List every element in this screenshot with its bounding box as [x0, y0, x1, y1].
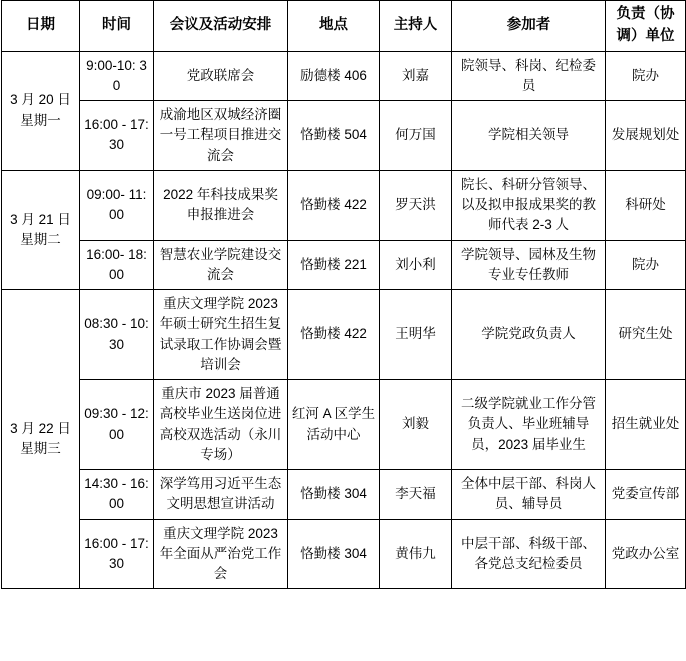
table-row [2, 101, 686, 171]
time-cell: 09:00- 11:00 [80, 170, 154, 240]
time-cell: 09:30 - 12:00 [80, 380, 154, 470]
column-header-time: 时间 [80, 1, 154, 52]
place-cell: 恪勤楼 221 [288, 240, 380, 290]
place-cell: 恪勤楼 304 [288, 519, 380, 589]
date-cell: 3 月 20 日 星期一 [2, 51, 80, 170]
column-header-unit: 负责（协调）单位 [606, 1, 686, 52]
host-cell: 何万国 [380, 101, 452, 171]
participants-cell: 院长、科研分管领导、以及拟申报成果奖的教师代表 2-3 人 [452, 170, 606, 240]
participants-cell: 学院相关领导 [452, 101, 606, 171]
participants-cell: 全体中层干部、科岗人员、辅导员 [452, 470, 606, 520]
column-header-date: 日期 [2, 1, 80, 52]
host-cell: 王明华 [380, 290, 452, 380]
table-row [2, 51, 686, 101]
time-cell: 16:00 - 17:30 [80, 101, 154, 171]
topic-cell: 党政联席会 [154, 51, 288, 101]
place-cell: 恪勤楼 504 [288, 101, 380, 171]
table-row [2, 170, 686, 240]
unit-cell: 发展规划处 [606, 101, 686, 171]
topic-cell: 2022 年科技成果奖申报推进会 [154, 170, 288, 240]
topic-cell: 重庆市 2023 届普通高校毕业生送岗位进高校双选活动（永川专场） [154, 380, 288, 470]
place-cell: 恪勤楼 304 [288, 470, 380, 520]
host-cell: 刘嘉 [380, 51, 452, 101]
table-row [2, 290, 686, 380]
host-cell: 李天福 [380, 470, 452, 520]
time-cell: 08:30 - 10:30 [80, 290, 154, 380]
unit-cell: 招生就业处 [606, 380, 686, 470]
unit-cell: 党委宣传部 [606, 470, 686, 520]
participants-cell: 学院党政负责人 [452, 290, 606, 380]
topic-cell: 重庆文理学院 2023 年硕士研究生招生复试录取工作协调会暨培训会 [154, 290, 288, 380]
time-cell: 9:00-10: 30 [80, 51, 154, 101]
schedule-table [1, 0, 686, 589]
time-cell: 16:00- 18:00 [80, 240, 154, 290]
column-header-place: 地点 [288, 1, 380, 52]
place-cell: 红河 A 区学生活动中心 [288, 380, 380, 470]
host-cell: 刘小利 [380, 240, 452, 290]
column-header-topic: 会议及活动安排 [154, 1, 288, 52]
topic-cell: 成渝地区双城经济圈一号工程项目推进交流会 [154, 101, 288, 171]
column-header-participants: 参加者 [452, 1, 606, 52]
place-cell: 恪勤楼 422 [288, 290, 380, 380]
participants-cell: 中层干部、科级干部、各党总支纪检委员 [452, 519, 606, 589]
place-cell: 励德楼 406 [288, 51, 380, 101]
host-cell: 刘毅 [380, 380, 452, 470]
unit-cell: 科研处 [606, 170, 686, 240]
place-cell: 恪勤楼 422 [288, 170, 380, 240]
table-row [2, 380, 686, 470]
time-cell: 14:30 - 16:00 [80, 470, 154, 520]
participants-cell: 院领导、科岗、纪检委员 [452, 51, 606, 101]
unit-cell: 党政办公室 [606, 519, 686, 589]
topic-cell: 深学笃用习近平生态文明思想宣讲活动 [154, 470, 288, 520]
column-header-host: 主持人 [380, 1, 452, 52]
topic-cell: 重庆文理学院 2023 年全面从严治党工作会 [154, 519, 288, 589]
table-row [2, 470, 686, 520]
date-cell: 3 月 22 日 星期三 [2, 290, 80, 589]
date-cell: 3 月 21 日 星期二 [2, 170, 80, 289]
unit-cell: 院办 [606, 240, 686, 290]
unit-cell: 院办 [606, 51, 686, 101]
participants-cell: 二级学院就业工作分管负责人、毕业班辅导员，2023 届毕业生 [452, 380, 606, 470]
host-cell: 黄伟九 [380, 519, 452, 589]
participants-cell: 学院领导、园林及生物专业专任教师 [452, 240, 606, 290]
host-cell: 罗天洪 [380, 170, 452, 240]
table-row [2, 240, 686, 290]
topic-cell: 智慧农业学院建设交流会 [154, 240, 288, 290]
table-header-row [2, 1, 686, 52]
time-cell: 16:00 - 17:30 [80, 519, 154, 589]
table-row [2, 519, 686, 589]
unit-cell: 研究生处 [606, 290, 686, 380]
